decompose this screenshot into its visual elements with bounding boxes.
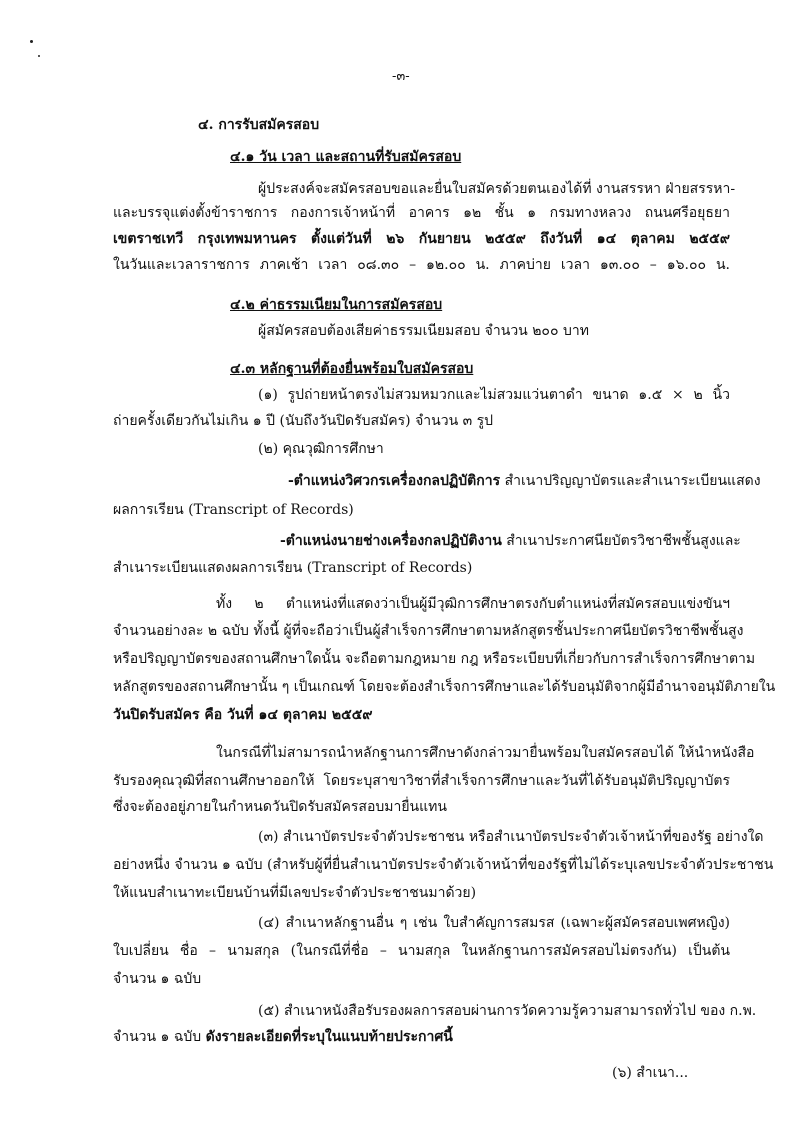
paragraph-line: หรือปริญญาบัตรของสถานศึกษาใดนั้น จะถือตามกฎหมาย กฎ หรือระเบียบที่เกี่ยวกับการสำเร็จการศึกษาตาม (113, 651, 756, 667)
paragraph-line: (๔) สำเนาหลักฐานอื่น ๆ เช่น ใบสำคัญการสมรส (เฉพาะผู้สมัครสอบเพศหญิง) (258, 915, 730, 931)
paragraph-line: ทั้ง ๒ ตำแหน่งที่แสดงว่าเป็นผู้มีวุฒิการศึกษาตรงกับตำแหน่งที่สมัครสอบแข่งขันฯ (216, 596, 730, 612)
paragraph-line: ถ่ายครั้งเดียวกันไม่เกิน ๑ ปี (นับถึงวันปิดรับสมัคร) จำนวน ๓ รูป (113, 413, 494, 429)
page-number: -๓- (392, 69, 410, 84)
paragraph-line: ให้แนบสำเนาทะเบียนบ้านที่มีเลขประจำตัวประชาชนมาด้วย) (113, 885, 477, 901)
position-1-docs: สำเนาปริญญาบัตรและสำเนาระเบียนแสดง (500, 473, 761, 489)
paragraph-line: ผู้สมัครสอบต้องเสียค่าธรรมเนียมสอบ จำนวน ๒๐๐ บาท (258, 323, 589, 339)
paragraph-line: (๑) รูปถ่ายหน้าตรงไม่สวมหมวกและไม่สวมแว่นตาดำ ขนาด ๑.๕ × ๒ นิ้ว (258, 387, 730, 403)
item-5-line-2 (113, 1030, 453, 1044)
item-5-copies: จำนวน ๑ ฉบับ (113, 1029, 206, 1045)
position-1-title: -ตำแหน่งวิศวกรเครื่องกลปฏิบัติการ (288, 473, 501, 489)
deadline-line (113, 708, 373, 722)
paragraph-line: ในกรณีที่ไม่สามารถนำหลักฐานการศึกษาดังกล่าวมายื่นพร้อมใบสมัครสอบได้ ให้นำหนังสือ (216, 745, 755, 761)
position-2-line (280, 534, 741, 548)
paragraph-line: สำเนาระเบียนแสดงผลการเรียน (Transcript of Records) (113, 560, 473, 576)
continuation-marker: (๖) สำเนา... (612, 1065, 689, 1081)
paragraph-line: หลักสูตรของสถานศึกษานั้น ๆ เป็นเกณฑ์ โดยจะต้องสำเร็จการศึกษาและได้รับอนุมัติจากผู้มีอำนาจอนุมัติภายใน (113, 679, 776, 695)
subsection-4-1-heading: ๔.๑ วัน เวลา และสถานที่รับสมัครสอบ (230, 149, 462, 165)
scan-speck (38, 55, 40, 57)
subsection-4-3-heading: ๔.๓ หลักฐานที่ต้องยื่นพร้อมใบสมัครสอบ (230, 361, 474, 377)
paragraph-line: ในวันและเวลาราชการ ภาคเช้า เวลา ๐๘.๓๐ – ๑๒.๐๐ น. ภาคบ่าย เวลา ๑๓.๐๐ – ๑๖.๐๐ น. (113, 257, 730, 273)
paragraph-line: (๕) สำเนาหนังสือรับรองผลการสอบผ่านการวัดความรู้ความสามารถทั่วไป ของ ก.พ. (258, 1003, 757, 1019)
paragraph-line: จำนวนอย่างละ ๒ ฉบับ ทั้งนี้ ผู้ที่จะถือว่าเป็นผู้สำเร็จการศึกษาตามหลักสูตรชั้นประกาศนียบัตรวิชาชีพชั้นสูง (113, 623, 744, 639)
paragraph-line: ซึ่งจะต้องอยู่ภายในกำหนดวันปิดรับสมัครสอบมายื่นแทน (113, 799, 447, 815)
position-1-line (288, 474, 761, 488)
paragraph-line: ใบเปลี่ยน ชื่อ – นามสกุล (ในกรณีที่ชื่อ – นามสกุล ในหลักฐานการสมัครสอบไม่ตรงกัน) เป็นต้น (113, 943, 730, 959)
paragraph-line: รับรองคุณวุฒิที่สถานศึกษาออกให้ โดยระบุสาขาวิชาที่สำเร็จการศึกษาและวันที่ได้รับอนุมัติปริญญาบัตร (113, 773, 730, 789)
paragraph-line: ผู้ประสงค์จะสมัครสอบขอและยื่นใบสมัครด้วยตนเองได้ที่ งานสรรหา ฝ่ายสรรหา- (258, 181, 736, 197)
position-2-docs: สำเนาประกาศนียบัตรวิชาชีพชั้นสูงและ (501, 533, 741, 549)
paragraph-line: ผลการเรียน (Transcript of Records) (113, 502, 354, 518)
item-5-note: ดังรายละเอียดที่ระบุในแนบท้ายประกาศนี้ (205, 1029, 453, 1045)
position-2-title: -ตำแหน่งนายช่างเครื่องกลปฏิบัติงาน (280, 533, 502, 549)
deadline-label: วันปิดรับสมัคร คือ (113, 707, 227, 723)
deadline-date: วันที่ ๑๔ ตุลาคม ๒๕๕๙ (227, 707, 373, 723)
paragraph-line: อย่างหนึ่ง จำนวน ๑ ฉบับ (สำหรับผู้ที่ยื่นสำเนาบัตรประจำตัวเจ้าหน้าที่ของรัฐที่ไม่ได้ระบุเลขประจำตัวประชาชน (113, 857, 774, 873)
paragraph-line: เขตราชเทวี กรุงเทพมหานคร ตั้งแต่วันที่ ๒๖ กันยายน ๒๕๕๙ ถึงวันที่ ๑๔ ตุลาคม ๒๕๕๙ (113, 231, 730, 247)
section-heading: ๔. การรับสมัครสอบ (198, 117, 320, 133)
paragraph-line: จำนวน ๑ ฉบับ (113, 971, 202, 987)
paragraph-line: และบรรจุแต่งตั้งข้าราชการ กองการเจ้าหน้าที่ อาคาร ๑๒ ชั้น ๑ กรมทางหลวง ถนนศรีอยุธยา (113, 205, 730, 221)
scan-speck (30, 40, 33, 43)
paragraph-line: (๒) คุณวุฒิการศึกษา (258, 441, 384, 457)
subsection-4-2-heading: ๔.๒ ค่าธรรมเนียมในการสมัครสอบ (230, 297, 443, 313)
paragraph-line: (๓) สำเนาบัตรประจำตัวประชาชน หรือสำเนาบัตรประจำตัวเจ้าหน้าที่ของรัฐ อย่างใด (258, 829, 764, 845)
